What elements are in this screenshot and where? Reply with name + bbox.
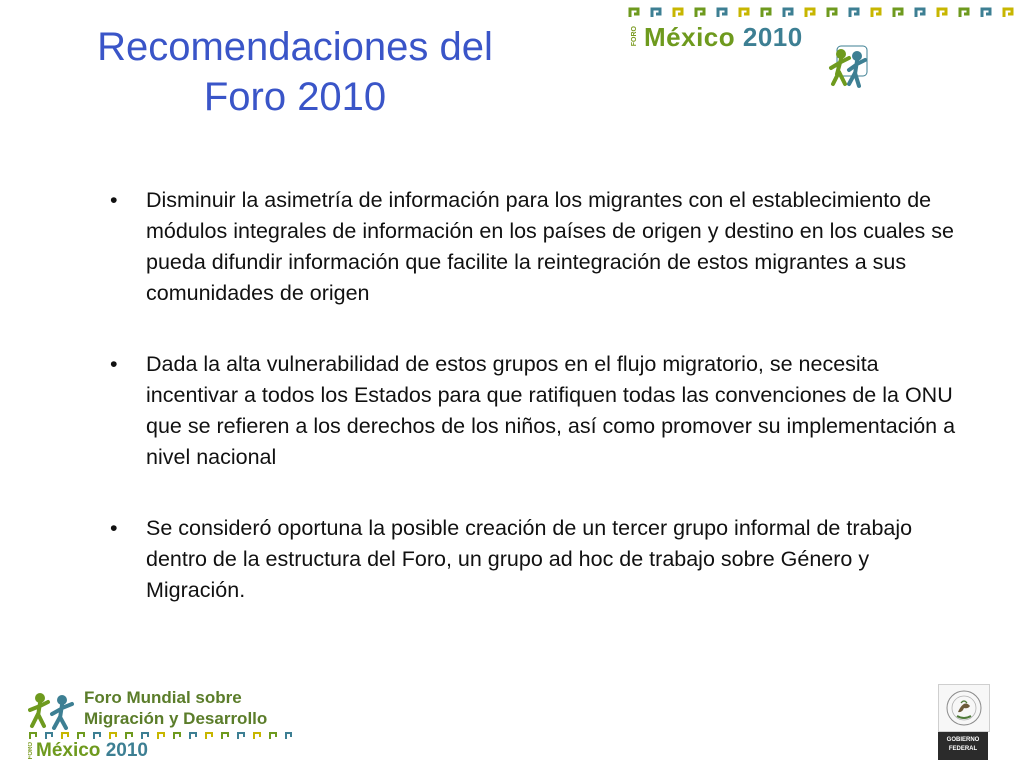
- foro-prefix: FORO: [631, 26, 638, 47]
- logo-year: 2010: [105, 740, 148, 761]
- foro-mundial-logo: [28, 688, 293, 766]
- frieze-pattern-icon: [28, 732, 293, 740]
- logo-wordmark: [36, 740, 148, 762]
- list-item: [110, 349, 970, 473]
- bullet-list: [110, 185, 970, 606]
- bullet-text: Dada la alta vulnerabilidad de estos grupos en el flujo migratorio, se necesita incentivar a todos los Estados para que ratifiquen todas las convenciones de la ONU que se refieren a los derechos de los niños, así como promover su implementación a nivel nacional: [146, 352, 956, 469]
- stick-figures-icon: [823, 44, 871, 92]
- logo-line2: Migración y Desarrollo: [84, 709, 268, 728]
- stick-figures-icon: [28, 690, 80, 730]
- slide-title-line1: Recomendaciones del: [97, 25, 493, 69]
- gobierno-label-line1: GOBIERNO: [946, 737, 980, 743]
- logo-year: 2010: [742, 22, 803, 52]
- slide-title: [60, 22, 530, 122]
- logo-country: México: [644, 22, 736, 52]
- bullet-marker: •: [110, 516, 118, 540]
- bullet-marker: •: [110, 188, 118, 212]
- frieze-pattern-icon: [628, 6, 1024, 20]
- logo-country: México: [36, 740, 101, 761]
- foro-prefix: FORO: [28, 742, 34, 760]
- mexico-2010-logo: [628, 6, 1024, 96]
- gobierno-label: [938, 732, 988, 760]
- bullet-text: Se consideró oportuna la posible creación de un tercer grupo informal de trabajo dentro de la estructura del Foro, un grupo ad hoc de trabajo sobre Género y Migración.: [146, 516, 913, 602]
- gobierno-federal-logo: [938, 684, 988, 762]
- slide-body: [110, 185, 970, 646]
- bullet-marker: •: [110, 352, 118, 376]
- coat-of-arms-icon: [939, 685, 989, 731]
- seal-frame: [938, 684, 990, 732]
- list-item: [110, 185, 970, 309]
- logo-line1: Foro Mundial sobre: [84, 688, 242, 707]
- bullet-text: Disminuir la asimetría de información para los migrantes con el establecimiento de módulos integrales de información en los países de origen y destino en los cuales se pueda difundir información que facilite la reintegración de estos migrantes a sus comunidades de origen: [146, 188, 954, 305]
- logo-wordmark: [644, 22, 803, 53]
- gobierno-label-line2: FEDERAL: [948, 746, 978, 752]
- list-item: [110, 513, 970, 606]
- slide-title-line2: Foro 2010: [203, 75, 387, 119]
